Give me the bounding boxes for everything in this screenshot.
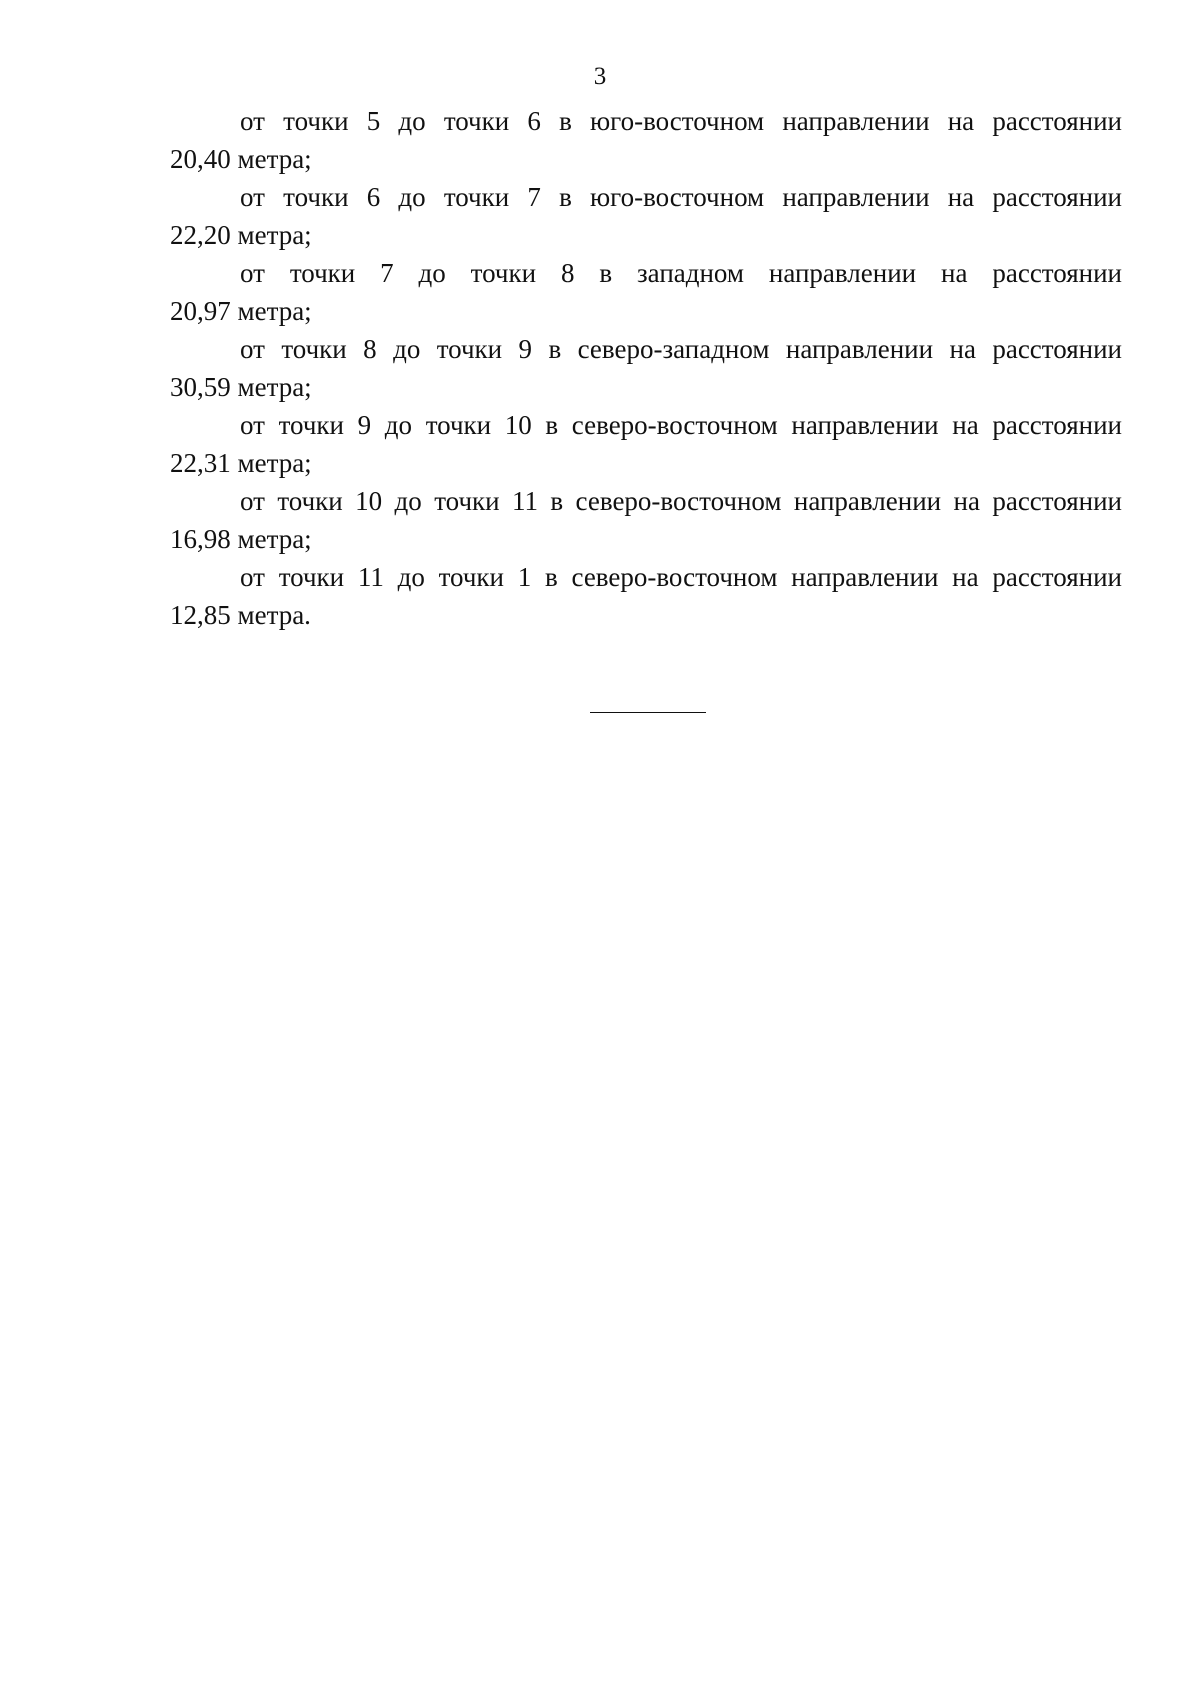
paragraph-distance: 12,85 метра.	[170, 600, 311, 630]
paragraph-segment-11-1	[170, 558, 1122, 634]
paragraph-distance: 22,31 метра;	[170, 448, 312, 478]
paragraph-segment-5-6	[170, 102, 1122, 178]
paragraph-segment-7-8	[170, 254, 1122, 330]
paragraph-text: от точки 8 до точки 9 в северо-западном направлении на расстоянии	[240, 334, 1122, 364]
end-of-document-rule	[590, 712, 706, 713]
document-body	[170, 102, 1122, 634]
paragraph-text: от точки 9 до точки 10 в северо-восточном направлении на расстоянии	[240, 410, 1122, 440]
paragraph-distance: 20,40 метра;	[170, 144, 312, 174]
paragraph-text: от точки 6 до точки 7 в юго-восточном направлении на расстоянии	[240, 182, 1122, 212]
paragraph-text: от точки 11 до точки 1 в северо-восточном направлении на расстоянии	[240, 562, 1122, 592]
paragraph-text: от точки 10 до точки 11 в северо-восточном направлении на расстоянии	[240, 486, 1122, 516]
paragraph-segment-8-9	[170, 330, 1122, 406]
paragraph-distance: 20,97 метра;	[170, 296, 312, 326]
paragraph-segment-10-11	[170, 482, 1122, 558]
page-number: 3	[593, 63, 607, 90]
paragraph-segment-6-7	[170, 178, 1122, 254]
paragraph-text: от точки 7 до точки 8 в западном направлении на расстоянии	[240, 258, 1122, 288]
paragraph-text: от точки 5 до точки 6 в юго-восточном направлении на расстоянии	[240, 106, 1122, 136]
paragraph-segment-9-10	[170, 406, 1122, 482]
paragraph-distance: 22,20 метра;	[170, 220, 312, 250]
paragraph-distance: 30,59 метра;	[170, 372, 312, 402]
paragraph-distance: 16,98 метра;	[170, 524, 312, 554]
